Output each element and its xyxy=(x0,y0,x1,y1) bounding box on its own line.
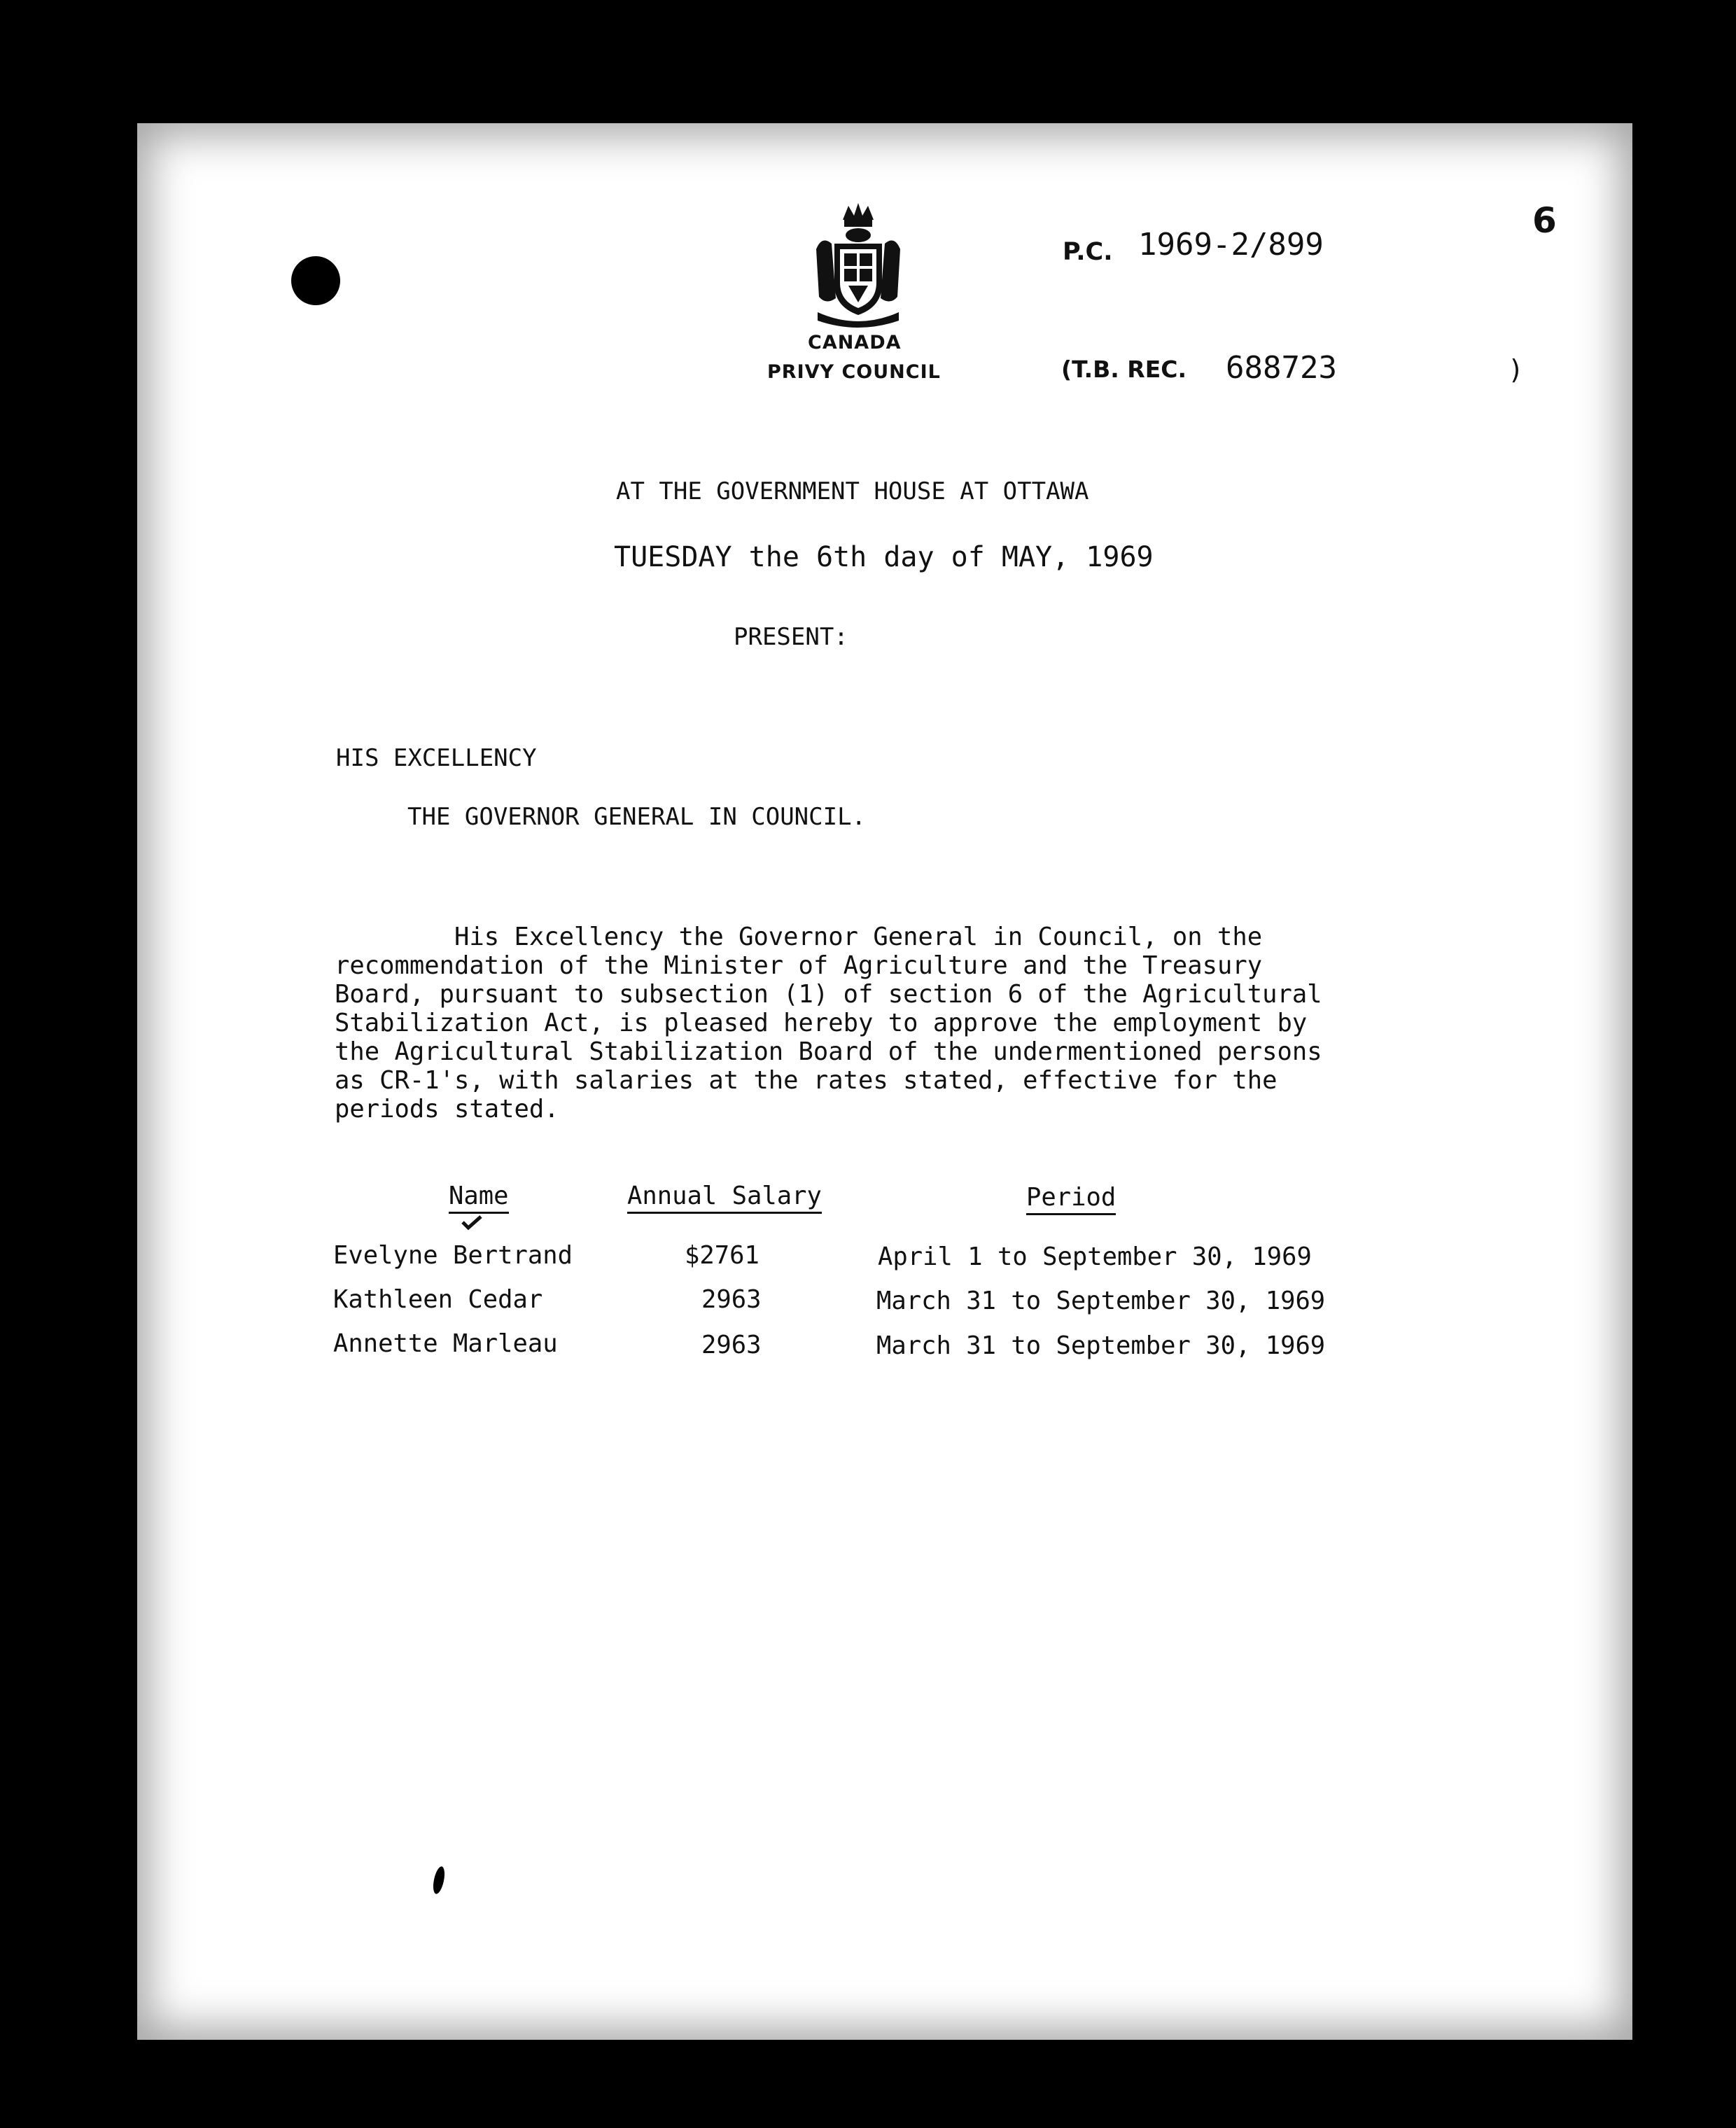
column-header-name: Name xyxy=(449,1182,509,1214)
employment-period: April 1 to September 30, 1969 xyxy=(878,1242,1312,1271)
employee-salary: $2761 xyxy=(685,1241,760,1270)
paragraph-line: Stabilization Act, is pleased hereby to approve the employment by xyxy=(335,1009,1308,1037)
pc-label: P.C. xyxy=(1063,238,1113,266)
employment-period: March 31 to September 30, 1969 xyxy=(876,1287,1326,1315)
checkmark-icon xyxy=(461,1215,482,1231)
employee-name: Annette Marleau xyxy=(333,1329,558,1358)
ink-mark xyxy=(431,1865,447,1895)
crest-label-privy-council: PRIVY COUNCIL xyxy=(767,361,941,383)
paragraph-line: recommendation of the Minister of Agriculture and the Treasury xyxy=(335,951,1263,980)
document-page xyxy=(137,123,1632,2040)
paragraph-line: as CR-1's, with salaries at the rates stated, effective for the xyxy=(335,1066,1278,1095)
page-number: 6 xyxy=(1532,200,1557,241)
crest-label-canada: CANADA xyxy=(808,332,902,354)
paragraph-line: the Agricultural Stabilization Board of the undermentioned persons xyxy=(335,1037,1322,1066)
employee-salary: 2963 xyxy=(701,1285,762,1314)
column-header-period: Period xyxy=(1026,1183,1116,1215)
governor-general-heading: THE GOVERNOR GENERAL IN COUNCIL. xyxy=(407,803,867,831)
column-header-annual-salary: Annual Salary xyxy=(627,1182,822,1214)
tb-rec-close-paren: ) xyxy=(1508,354,1524,385)
paragraph-line: Board, pursuant to subsection (1) of section 6 of the Agricultural xyxy=(335,980,1322,1009)
employment-period: March 31 to September 30, 1969 xyxy=(876,1331,1326,1360)
date-line: TUESDAY the 6th day of MAY, 1969 xyxy=(614,541,1154,573)
employee-name: Evelyne Bertrand xyxy=(333,1241,573,1270)
his-excellency-heading: HIS EXCELLENCY xyxy=(336,744,537,772)
tb-rec-number: 688723 xyxy=(1226,350,1337,386)
paragraph-line: His Excellency the Governor General in Council, on the xyxy=(335,923,1263,951)
punch-hole xyxy=(291,256,340,305)
employee-salary: 2963 xyxy=(701,1331,762,1359)
tb-rec-label: (T.B. REC. xyxy=(1061,356,1187,383)
order-paragraph xyxy=(335,923,1322,1124)
present-heading: PRESENT: xyxy=(734,623,848,651)
paragraph-line: periods stated. xyxy=(335,1095,559,1124)
pc-number: 1969-2/899 xyxy=(1138,227,1324,262)
employee-name: Kathleen Cedar xyxy=(333,1285,543,1314)
place-line: AT THE GOVERNMENT HOUSE AT OTTAWA xyxy=(616,477,1089,505)
coat-of-arms-icon xyxy=(809,200,907,333)
